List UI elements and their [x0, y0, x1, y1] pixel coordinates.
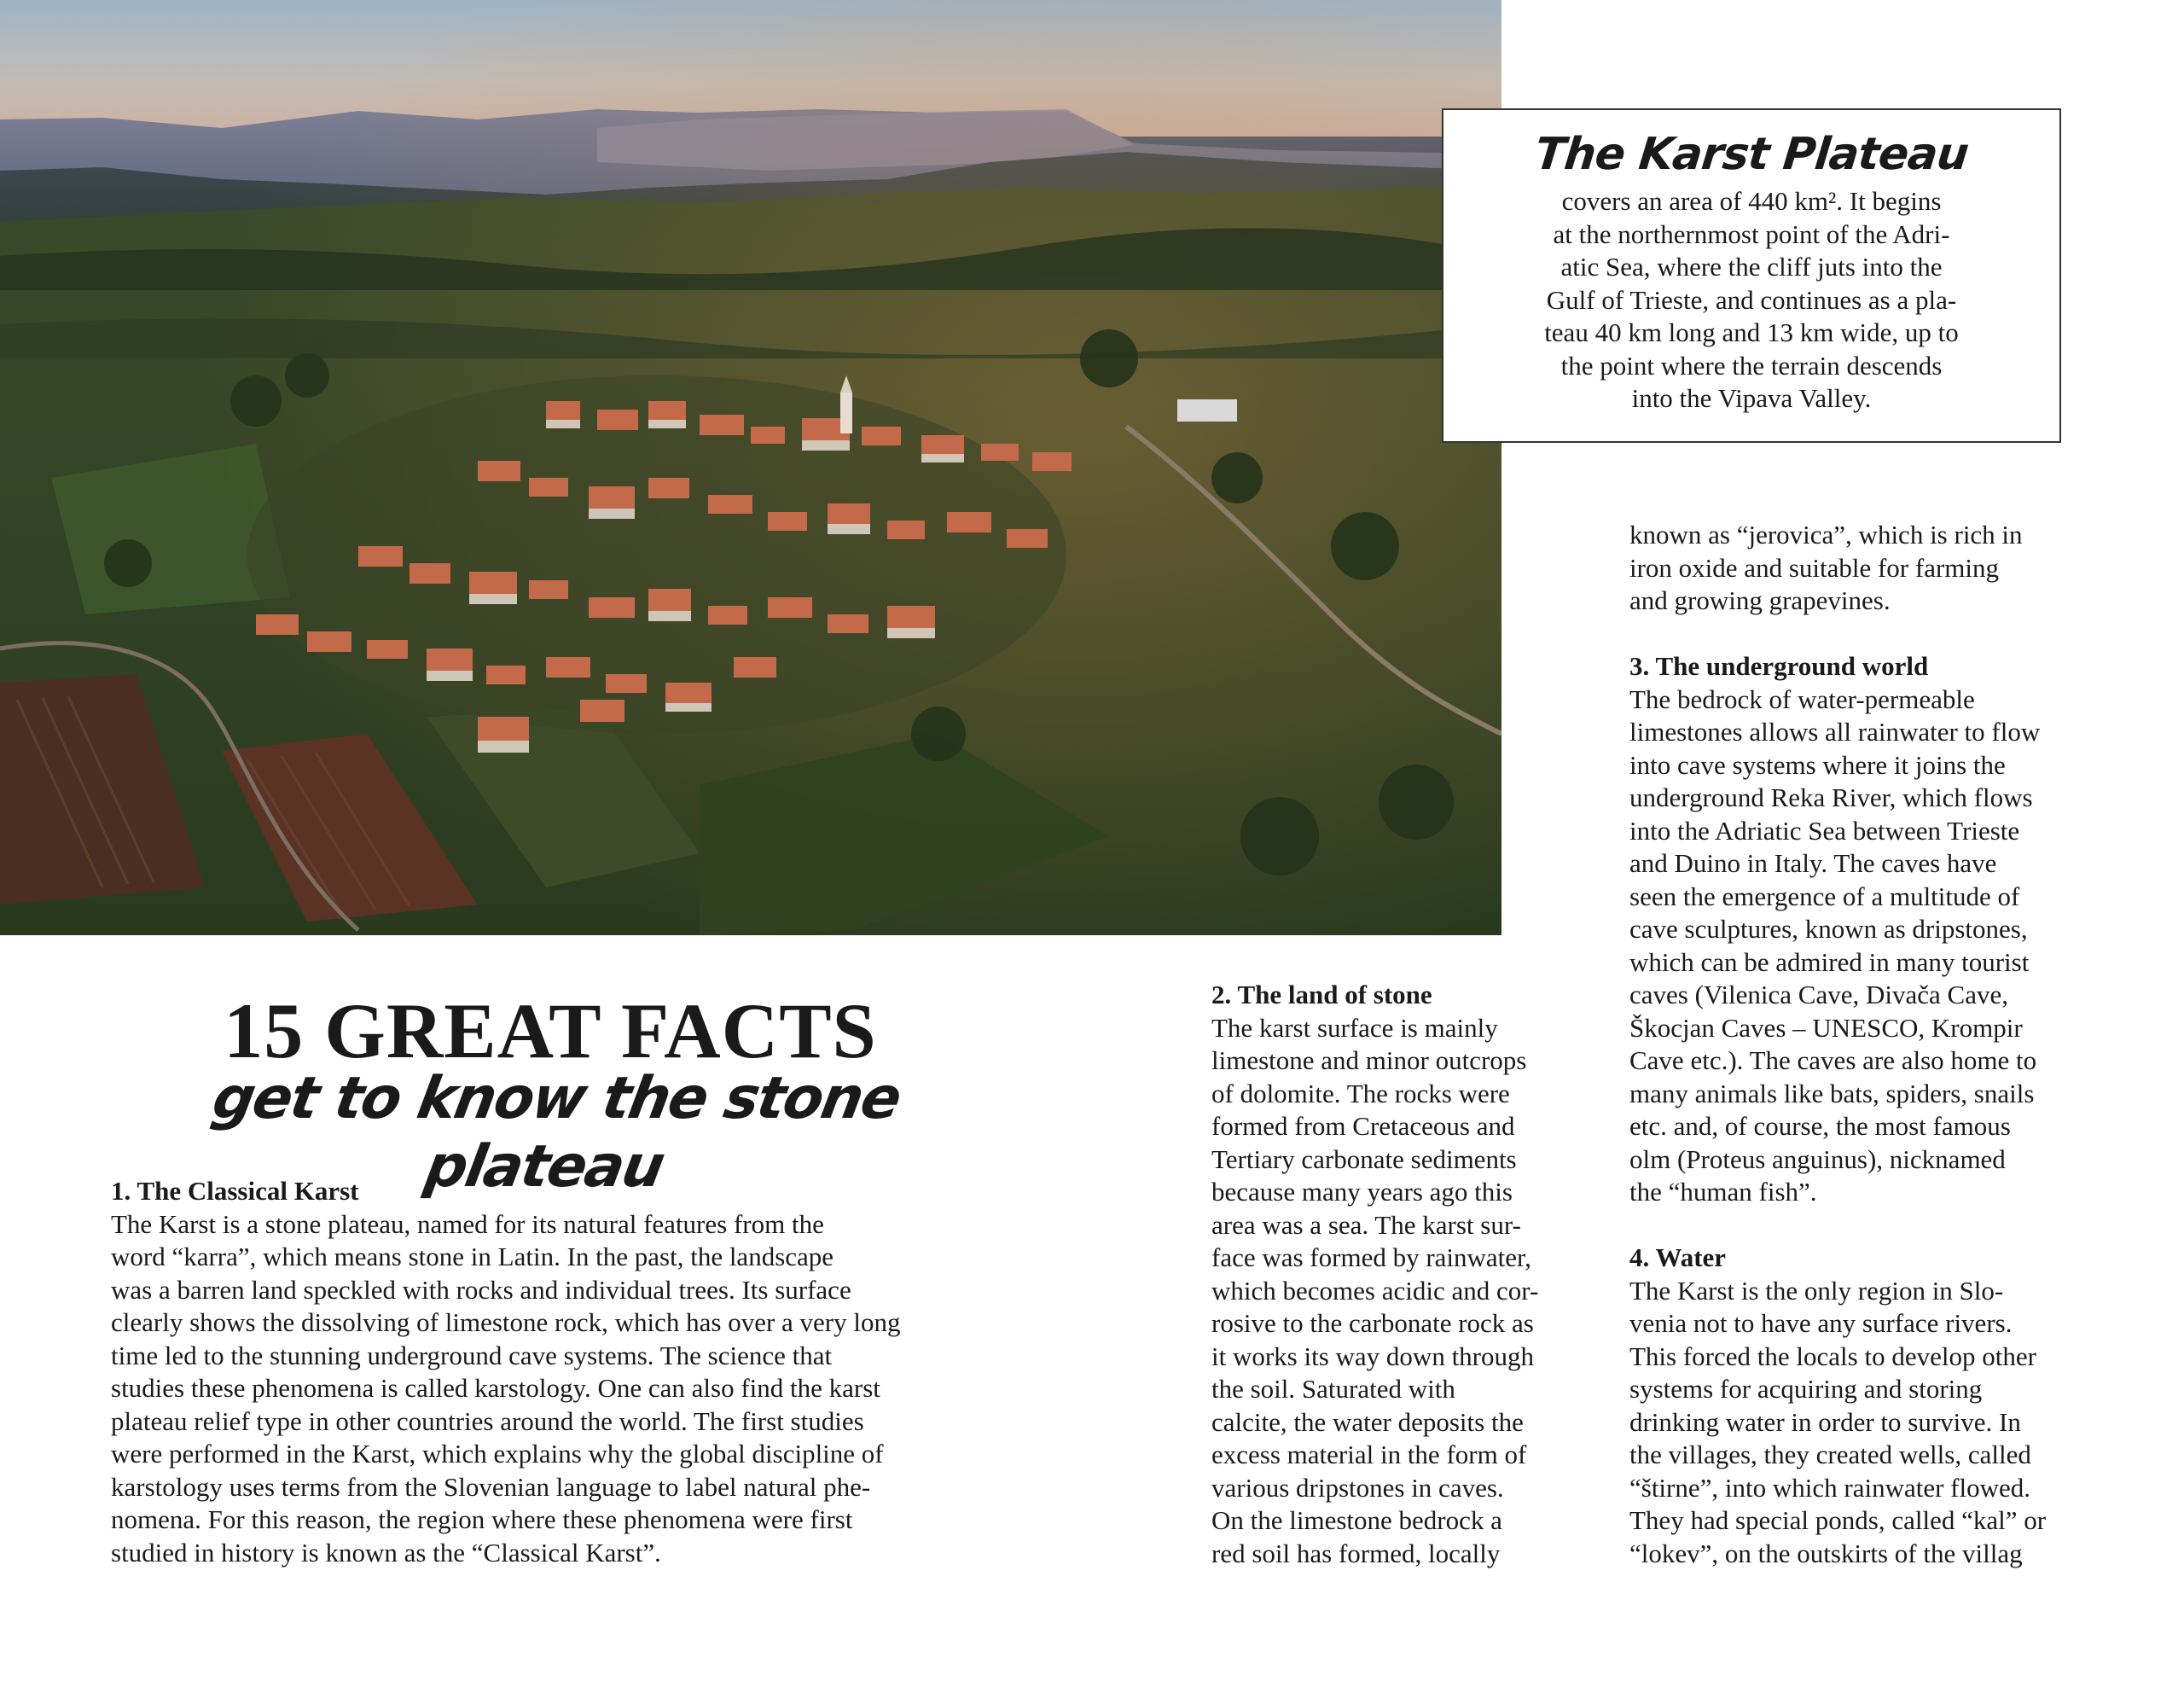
paragraph-gap [1629, 1209, 2107, 1242]
body-line: systems for acquiring and storing [1629, 1374, 1983, 1404]
section-heading-water: 4. Water [1629, 1242, 1727, 1272]
body-line: nomena. For this reason, the region where these phenomena were first [111, 1504, 853, 1534]
body-line: cave sculptures, known as dripstones, [1629, 914, 2028, 944]
body-line: Cave etc.). The caves are also home to [1629, 1045, 2037, 1075]
body-line: and growing grapevines. [1629, 585, 1891, 615]
body-line: and Duino in Italy. The caves have [1629, 848, 1997, 878]
body-line: face was formed by rainwater, [1211, 1242, 1531, 1272]
body-line: Škocjan Caves – UNESCO, Krompir [1629, 1012, 2023, 1043]
body-line: plateau relief type in other countries around the world. The first studies [111, 1405, 864, 1436]
body-line: into the Adriatic Sea between Trieste [1629, 815, 2020, 846]
body-line: iron oxide and suitable for farming [1629, 552, 2000, 583]
body-line: many animals like bats, spiders, snails [1629, 1078, 2035, 1108]
plateau-line: at the northernmost point of the Adri- [1553, 218, 1950, 249]
body-line: clearly shows the dissolving of limestone rock, which has over a very long [111, 1307, 901, 1337]
body-line: which becomes acidic and cor- [1211, 1275, 1539, 1306]
body-line: Tertiary carbonate sediments [1211, 1143, 1517, 1174]
body-line: word “karra”, which means stone in Latin. In the past, the landscape [111, 1242, 834, 1271]
right-column [1629, 519, 2107, 1570]
body-line: The bedrock of water-permeable [1629, 683, 1975, 714]
landscape-illustration [0, 0, 1502, 935]
plateau-info-box [1442, 108, 2061, 443]
section-land-of-stone [1211, 979, 1604, 1570]
body-line: The Karst is the only region in Slo- [1629, 1275, 2004, 1306]
body-line: red soil has formed, locally [1211, 1538, 1501, 1568]
body-line: “lokev”, on the outskirts of the villag [1629, 1538, 2023, 1568]
section-heading: 1. The Classical Karst [111, 1176, 359, 1206]
aerial-village-photo [0, 0, 1502, 935]
section-heading-underground: 3. The underground world [1629, 651, 1929, 681]
plateau-line: into the Vipava Valley. [1631, 383, 1872, 413]
body-line: area was a sea. The karst sur- [1211, 1209, 1521, 1240]
body-line: olm (Proteus anguinus), nicknamed [1629, 1143, 2006, 1174]
plateau-line: covers an area of 440 km². It begins [1561, 186, 1942, 216]
plateau-description [1513, 185, 1990, 416]
body-line: drinking water in order to survive. In [1629, 1406, 2021, 1437]
body-line: into cave systems where it joins the [1629, 749, 2006, 780]
body-line: karstology uses terms from the Slovenian language to label natural phe- [111, 1471, 871, 1502]
body-line: venia not to have any surface rivers. [1629, 1308, 2013, 1338]
paragraph-gap [1629, 618, 2107, 651]
section-classical-karst [111, 1175, 1015, 1569]
body-line: limestones allows all rainwater to flow [1629, 717, 2041, 747]
body-line: studies these phenomena is called karstology. One can also find the karst [111, 1373, 880, 1403]
headline [111, 987, 990, 1201]
body-line: formed from Cretaceous and [1211, 1111, 1515, 1141]
body-line: various dripstones in caves. [1211, 1472, 1504, 1503]
body-line: The Karst is a stone plateau, named for its natural features from the [111, 1208, 824, 1239]
body-line: which can be admired in many tourist [1629, 946, 2030, 977]
body-line: They had special ponds, called “kal” or [1629, 1505, 2047, 1535]
body-line: etc. and, of course, the most famous [1629, 1111, 2011, 1141]
body-line: On the limestone bedrock a [1211, 1505, 1502, 1535]
body-line: was a barren land speckled with rocks and individual trees. Its surface [111, 1274, 851, 1305]
headline-subtitle: get to know the stone plateau [207, 1065, 905, 1201]
body-line: it works its way down through [1211, 1341, 1535, 1371]
body-line: calcite, the water deposits the [1211, 1406, 1524, 1437]
plateau-title: The Karst Plateau [1532, 129, 1971, 180]
body-line: caves (Vilenica Cave, Divača Cave, [1629, 980, 2008, 1009]
body-line: The karst surface is mainly [1211, 1012, 1498, 1043]
body-line: the villages, they created wells, called [1629, 1440, 2031, 1469]
body-line: rosive to the carbonate rock as [1211, 1308, 1534, 1338]
body-line: seen the emergence of a multitude of [1629, 881, 2020, 911]
body-line: because many years ago this [1211, 1177, 1513, 1207]
plateau-line: Gulf of Trieste, and continues as a pla- [1546, 284, 1957, 315]
headline-title: 15 GREAT FACTS [224, 987, 877, 1074]
body-line: This forced the locals to develop other [1629, 1341, 2036, 1371]
body-line: “štirne”, into which rainwater flowed. [1629, 1472, 2030, 1503]
body-line: were performed in the Karst, which explains why the global discipline of [111, 1439, 884, 1469]
body-line: underground Reka River, which flows [1629, 782, 2033, 812]
plateau-line: atic Sea, where the cliff juts into the [1560, 252, 1943, 282]
body-line: the “human fish”. [1629, 1177, 1817, 1207]
body-line: time led to the stunning underground cave systems. The science that [111, 1340, 833, 1370]
body-line: known as “jerovica”, which is rich in [1629, 520, 2023, 550]
body-line: limestone and minor outcrops [1211, 1045, 1527, 1075]
plateau-line: the point where the terrain descends [1560, 350, 1943, 381]
plateau-line: teau 40 km long and 13 km wide, up to [1544, 317, 1959, 347]
body-line: excess material in the form of [1211, 1440, 1527, 1469]
body-line: studied in history is known as the “Classical Karst”. [111, 1537, 661, 1568]
section-heading: 2. The land of stone [1211, 980, 1432, 1009]
body-line: of dolomite. The rocks were [1211, 1078, 1510, 1108]
body-line: the soil. Saturated with [1211, 1374, 1455, 1404]
